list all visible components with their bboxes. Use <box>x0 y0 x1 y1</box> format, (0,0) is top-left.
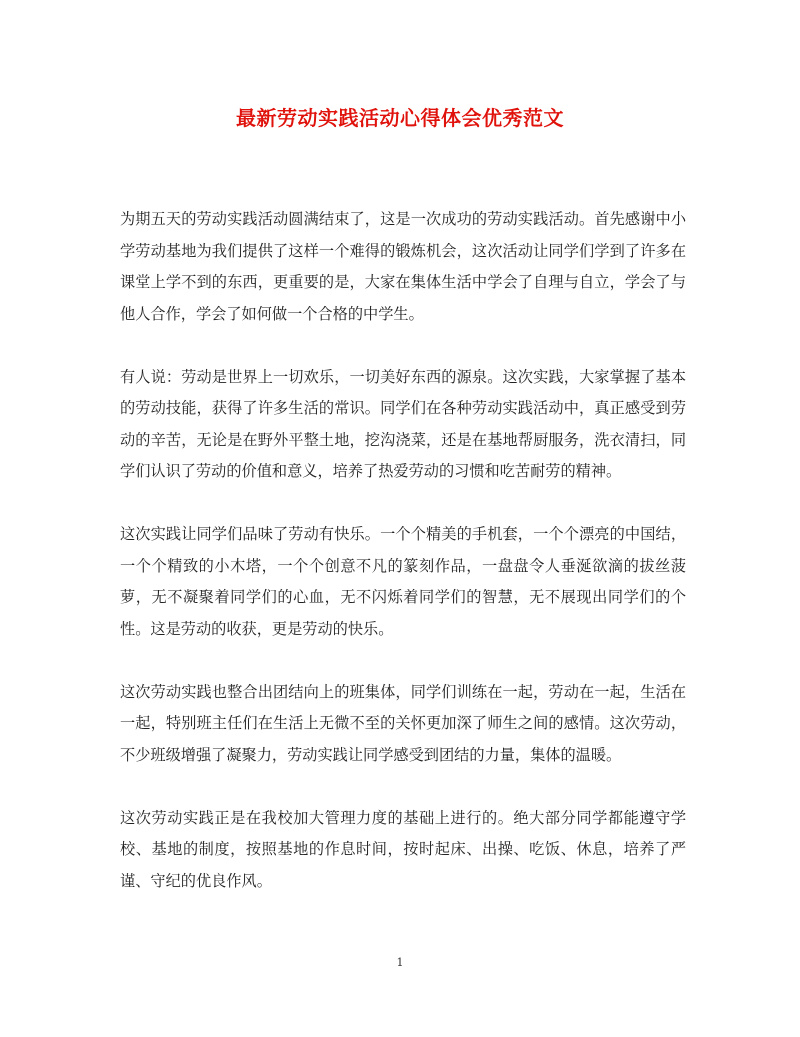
paragraph-5: 这次劳动实践正是在我校加大管理力度的基础上进行的。绝大部分同学都能遵守学校、基地的制度，按照基地的作息时间，按时起床、出操、吃饭、休息，培养了严谨、守纪的优良作风。 <box>120 808 686 890</box>
paragraph-3: 这次实践让同学们品味了劳动有快乐。一个个精美的手机套，一个个漂亮的中国结，一个个精致的小木塔，一个个创意不凡的篆刻作品，一盘盘令人垂涎欲滴的拔丝菠萝，无不凝聚着同学们的心血，无不闪烁着同学们的智慧，无不展现出同学们的个性。这是劳动的收获，更是劳动的快乐。 <box>120 525 686 638</box>
document-title: 最新劳动实践活动心得体会优秀范文 <box>236 106 564 130</box>
page-number: 1 <box>396 956 404 969</box>
paragraph-2: 有人说：劳动是世界上一切欢乐，一切美好东西的源泉。这次实践，大家掌握了基本的劳动技能，获得了许多生活的常识。同学们在各种劳动实践活动中，真正感受到劳动的辛苦，无论是在野外平整土地，挖沟浇菜，还是在基地帮厨服务，洗衣清扫，同学们认识了劳动的价值和意义，培养了热爱劳动的习惯和吃苦耐劳的精神。 <box>120 367 686 480</box>
paragraph-1: 为期五天的劳动实践活动圆满结束了，这是一次成功的劳动实践活动。首先感谢中小学劳动基地为我们提供了这样一个难得的锻炼机会，这次活动让同学们学到了许多在课堂上学不到的东西，更重要的是，大家在集体生活中学会了自理与自立，学会了与他人合作，学会了如何做一个合格的中学生。 <box>120 210 686 323</box>
document-body <box>120 204 686 929</box>
paragraph-4: 这次劳动实践也整合出团结向上的班集体，同学们训练在一起，劳动在一起，生活在一起，特别班主任们在生活上无微不至的关怀更加深了师生之间的感情。这次劳动，不少班级增强了凝聚力，劳动实践让同学感受到团结的力量，集体的温暖。 <box>120 682 686 764</box>
